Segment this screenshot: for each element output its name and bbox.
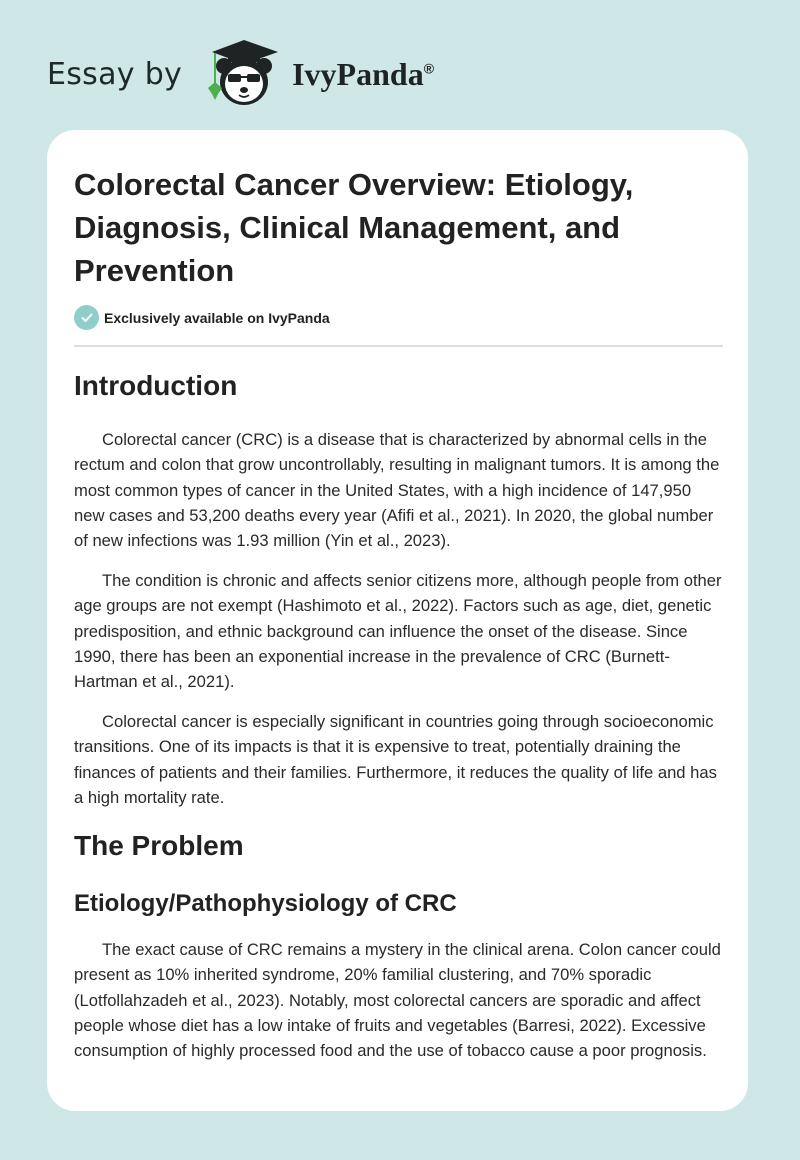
site-header (47, 36, 434, 112)
heading-introduction: Introduction (74, 370, 238, 401)
check-circle-icon (74, 305, 99, 330)
essay-title: Colorectal Cancer Overview: Etiology, Diagnosis, Clinical Management, and Prevention (74, 167, 634, 288)
paragraph: Colorectal cancer is especially significant in countries going through socioeconomic transitions. One of its impacts is that it is expensive to treat, potentially draining the finances of patients and their families. Furthermore, it reduces the quality of life and has a high mortality rate. (74, 712, 717, 807)
exclusive-label: Exclusively available on IvyPanda (104, 309, 330, 326)
paragraph: The exact cause of CRC remains a mystery in the clinical arena. Colon cancer could present as 10% inherited syndrome, 20% familial clustering, and 70% sporadic (Lotfollahzadeh et al., 2023). Notably, most colorectal cancers are sporadic and affect people whose diet has a low intake of fruits and vegetables (Barresi, 2022). Excessive consumption of highly processed food and the use of tobacco cause a poor prognosis. (74, 940, 721, 1061)
panda-graduation-cap-icon[interactable] (198, 36, 290, 112)
paragraph: The condition is chronic and affects senior citizens more, although people from other age groups are not exempt (Hashimoto et al., 2022). Factors such as age, diet, genetic predisposition, and ethnic background can influence the onset of the disease. Since 1990, there has been an exponential increase in the prevalence of CRC (Burnett-Hartman et al., 2021). (74, 571, 722, 692)
essay-card (47, 130, 748, 1111)
heading-the-problem: The Problem (74, 830, 244, 861)
brand-name[interactable] (292, 56, 434, 93)
subheading-etiology: Etiology/Pathophysiology of CRC (74, 890, 457, 917)
exclusive-badge (74, 305, 330, 330)
divider (74, 345, 723, 347)
brand-text: IvyPanda (292, 55, 424, 92)
essay-by-label: Essay by (47, 56, 183, 92)
paragraph: Colorectal cancer (CRC) is a disease that is characterized by abnormal cells in the rectum and colon that grow uncontrollably, resulting in malignant tumors. It is among the most common types of cancer in the United States, with a high incidence of 147,950 new cases and 53,200 deaths every year (Afifi et al., 2021). In 2020, the global number of new infections was 1.93 million (Yin et al., 2023). (74, 430, 720, 551)
registered-mark: ® (423, 59, 435, 76)
